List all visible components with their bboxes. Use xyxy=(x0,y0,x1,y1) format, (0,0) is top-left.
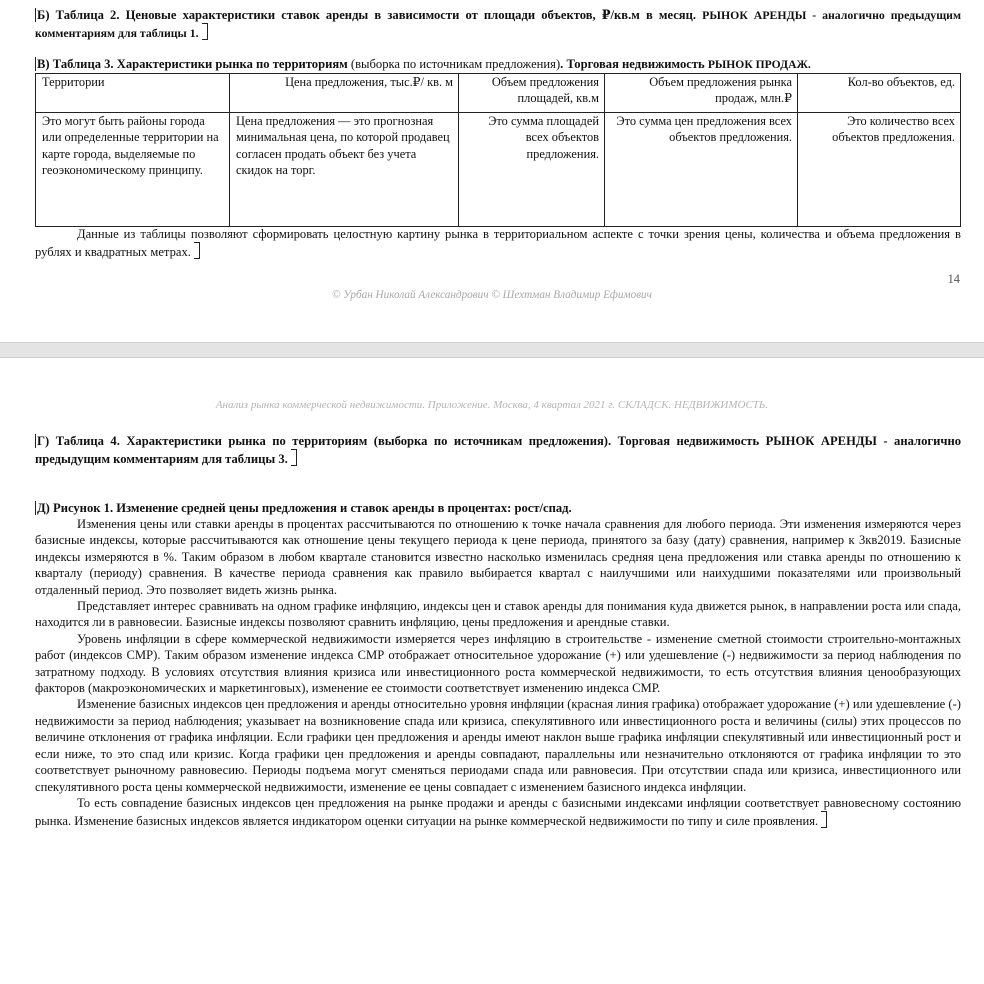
body-paragraph-text: То есть совпадение базисных индексов цен предложения на рынке продажи и аренды с базисными индексами инфляции соответствует равновесному состоянию рынка. Изменение базисных индексов является индикатором оценки ситуации на рынке коммерческой недвижимости по типу и силе проявления. xyxy=(35,795,961,829)
document-page-2 xyxy=(0,358,984,984)
body-paragraph: Представляет интерес сравнивать на одном графике инфляцию, индексы цен и ставок аренды для понимания куда движется рынок, в направлении роста или спада, находится ли в равновесии. Базисные индексы позволяют сравнить инфляцию, цены предложения и арендные ставки. xyxy=(35,599,961,630)
section-v-title: Таблица 3. Характеристики рынка по территориям xyxy=(52,57,348,71)
section-b-paragraph xyxy=(35,7,961,42)
section-b-comment: РЫНОК АРЕНДЫ - аналогично предыдущим комментариям для таблицы 1. xyxy=(35,8,961,41)
table-cell: Цена предложения — это прогнозная минимальная цена, по которой продавец согласен продать объект без учета скидок на торг. xyxy=(230,113,459,227)
table-header-cell: Цена предложения, тыс.₽/ кв. м xyxy=(230,74,459,113)
copyright-footer: © Урбан Николай Александрович © Шехтман Владимир Ефимович xyxy=(332,289,652,301)
table-header-row xyxy=(36,74,961,113)
section-b-marker: Б) xyxy=(37,8,56,22)
table-header-cell: Территории xyxy=(36,74,230,113)
paragraph-end-marker xyxy=(821,811,827,828)
section-d-marker: Д) xyxy=(37,501,54,515)
table-cell: Это могут быть районы города или определенные территории на карте города, выделяемые по геоэкономическому принципу. xyxy=(36,113,230,227)
section-d-body xyxy=(35,516,961,830)
table-row xyxy=(36,113,961,227)
paragraph-end-marker xyxy=(202,23,208,40)
section-d-title: Рисунок 1. Изменение средней цены предложения и ставок аренды в процентах: рост/спад. xyxy=(53,501,572,515)
section-d-paragraph xyxy=(35,500,961,516)
after-table-text: Данные из таблицы позволяют сформировать целостную картину рынка в территориальном аспекте с точки зрения цены, количества и объема предложения в рублях и квадратных метрах. xyxy=(35,227,961,260)
running-header: Анализ рынка коммерческой недвижимости. Приложение. Москва, 4 квартал 2021 г. СКЛАДСК. НЕДВИЖИМОСТЬ. xyxy=(215,399,769,411)
section-v-marker: В) xyxy=(37,57,53,71)
page-number: 14 xyxy=(947,272,960,286)
table-header-cell: Кол-во объектов, ед. xyxy=(798,74,961,113)
page-separator xyxy=(0,342,984,358)
section-g-paragraph xyxy=(35,433,961,468)
section-v-note: (выборка по источникам предложения) xyxy=(347,57,561,71)
body-paragraph: Изменения цены или ставки аренды в процентах рассчитываются по отношению к точке начала сравнения для любого периода. Эти изменения измеряются через базисные индексы, которые рассчитываются как отношение цены текущего периода к цене периода, принятого за базу (дату) сравнения, например к 3кв2019. Базисные индексы измеряются в %. Таким образом в любом квартале становится известно насколько изменилась средняя цена предложения или ставка аренды по отношению к кварталу (периоду) сравнения. В качестве периода сравнения как правило выбирается квартал с наилучшими или наихудшими показателями или произвольный отдаленный период. Это позволяет видеть жизнь рынка. xyxy=(35,517,961,597)
section-v-title-2: . Торговая недвижимость xyxy=(560,57,708,71)
table-header-cell: Объем предложения площадей, кв.м xyxy=(459,74,605,113)
section-g-title: Таблица 4. Характеристики рынка по территориям (выборка по источникам предложения). Торговая недвижимость РЫНОК АРЕНДЫ - аналогично предыдущим комментариям для таблицы 3. xyxy=(35,434,961,467)
section-b-title: Таблица 2. Ценовые характеристики ставок аренды в зависимости от площади объектов, ₽/кв.м в месяц. xyxy=(55,8,703,22)
section-v-market: РЫНОК ПРОДАЖ. xyxy=(707,58,811,71)
document-page-1 xyxy=(0,0,984,342)
body-paragraph: Уровень инфляции в сфере коммерческой недвижимости измеряется через инфляцию в строительстве - изменение сметной стоимости строительно-монтажных работ (индексов СМР). Таким образом изменение индекса СМР отображает относительное удорожание (+) или удешевление (-) недвижимости за период наблюдения по затратному подходу. В условиях отсутствия влияния кризиса или инвестиционного роста коммерческой недвижимости, то есть отсутствия влияния ценообразующих факторов (макроэкономических и маркетинговых), изменение ее стоимости соответствует изменению индекса СМР. xyxy=(35,631,961,696)
section-v-paragraph xyxy=(35,56,961,73)
section-g-marker: Г) xyxy=(37,434,56,448)
body-paragraph: Изменение базисных индексов цен предложения и аренды относительно уровня инфляции (красная линия графика) отображает удорожание (+) или удешевление (-) недвижимости за период наблюдения; указывает на возникновение спада или кризиса, спекулятивного или инвестиционного роста и величины (силы) этих процессов по величине отклонения от графика инфляции. Если графики цен предложения и аренды имеют наклон выше графика инфляции спекулятивный или инвестиционный рост и если ниже, то это спад или кризис. Когда графики цен предложения и аренды совпадают, параллельны или незначительно отклоняются от графика инфляции то это соответствует рыночному равновесию. Периоды подъема могут сменяться периодами спада или равновесия. При отсутствии спада или кризиса, инвестиционного или спекулятивного роста цены коммерческой недвижимости, изменение ее цены совпадает с изменением базисного индекса инфляции. xyxy=(35,697,961,794)
table-3 xyxy=(35,73,961,227)
paragraph-end-marker xyxy=(194,242,200,259)
table-header-cell: Объем предложения рынка продаж, млн.₽ xyxy=(605,74,798,113)
table-cell: Это количество всех объектов предложения. xyxy=(798,113,961,227)
body-paragraph-last xyxy=(35,795,961,830)
table-cell: Это сумма площадей всех объектов предложения. xyxy=(459,113,605,227)
table-cell: Это сумма цен предложения всех объектов предложения. xyxy=(605,113,798,227)
paragraph-end-marker xyxy=(291,449,297,466)
after-table-paragraph xyxy=(35,226,961,261)
